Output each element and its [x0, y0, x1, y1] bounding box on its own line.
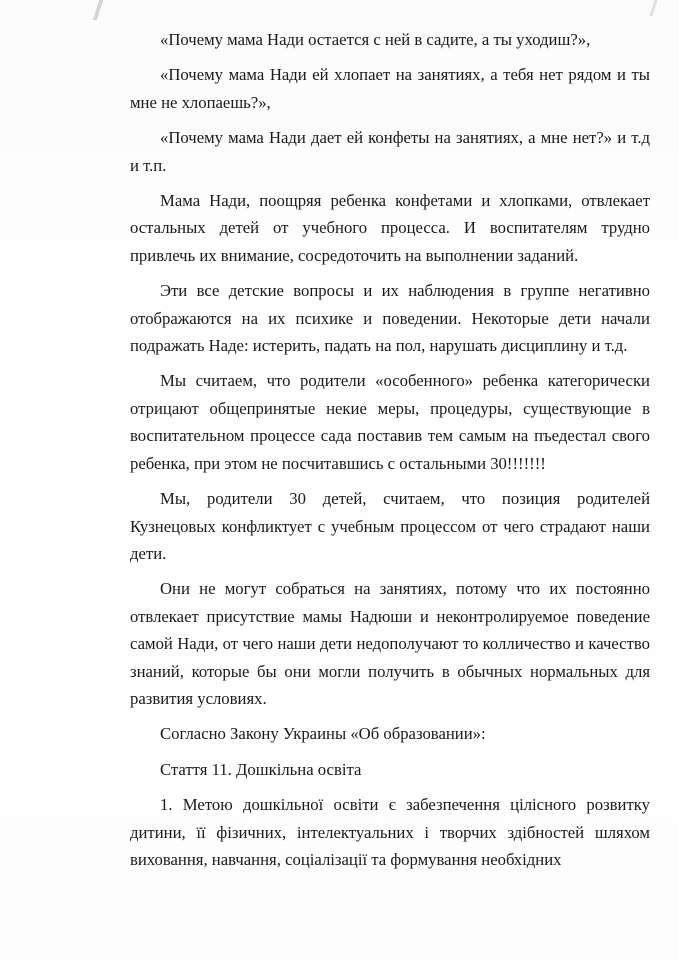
paragraph-quote-1: «Почему мама Нади остается с ней в садите, а ты уходиш?», — [160, 30, 591, 49]
paragraph-article-title: Стаття 11. Дошкільна освіта — [160, 759, 362, 779]
paragraph-quote-3: «Почему мама Нади дает ей конфеты на занятиях, а мне нет?» и т.д и т.п. — [130, 128, 650, 175]
paragraph-article-clause-1: 1. Метою дошкільної освіти є забезпечення цілісного розвитку дитини, її фізичних, інтелектуальних і творчих здібностей шляхом виховання, навчання, соціалізації та формування необхідних — [130, 795, 650, 869]
paragraph-30-parents: Мы, родители 30 детей, считаем, что позиция родителей Кузнецовых конфликтует с учебным процессом от чего страдают наши дети. — [130, 489, 650, 563]
paragraph-law-reference: Согласно Закону Украины «Об образовании»: — [160, 724, 486, 744]
paragraph-child-questions: Эти все детские вопросы и их наблюдения в группе негативно отображаются на их психике и поведении. Некоторые дети начали подражать Наде: истерить, падать на пол, нарушать дисциплину и т.д. — [130, 281, 650, 356]
paragraph-parents-reject-rules: Мы считаем, что родители «особенного» ребенка категорически отрицают общепринятые некие меры, процедуры, существующие в воспитательном процессе сада поставив тем самым на пъедестал свого ребенка, при этом не посчитавшись с остальными 30!!!!!!! — [130, 371, 650, 473]
paragraph-mother-distracts: Мама Нади, поощряя ребенка конфетами и хлопками, отвлекает остальных детей от учебного процесса. И воспитателям трудно привлечь их внимание, сосредоточить на выполнении заданий. — [130, 191, 650, 265]
paragraph-cannot-focus: Они не могут собраться на занятиях, потому что их постоянно отвлекает присутствие мамы Надюши и неконтролируемое поведение самой Нади, от чего наши дети недополучают то колличество и качество знаний, которые бы они могли получить в обычных нормальных для развития условиях. — [130, 579, 650, 708]
scan-artifact — [93, 0, 103, 20]
document-body — [130, 26, 650, 881]
paragraph-quote-2: «Почему мама Нади ей хлопает на занятиях, а тебя нет рядом и ты мне не хлопаешь?», — [130, 65, 650, 112]
scan-artifact — [649, 0, 657, 16]
